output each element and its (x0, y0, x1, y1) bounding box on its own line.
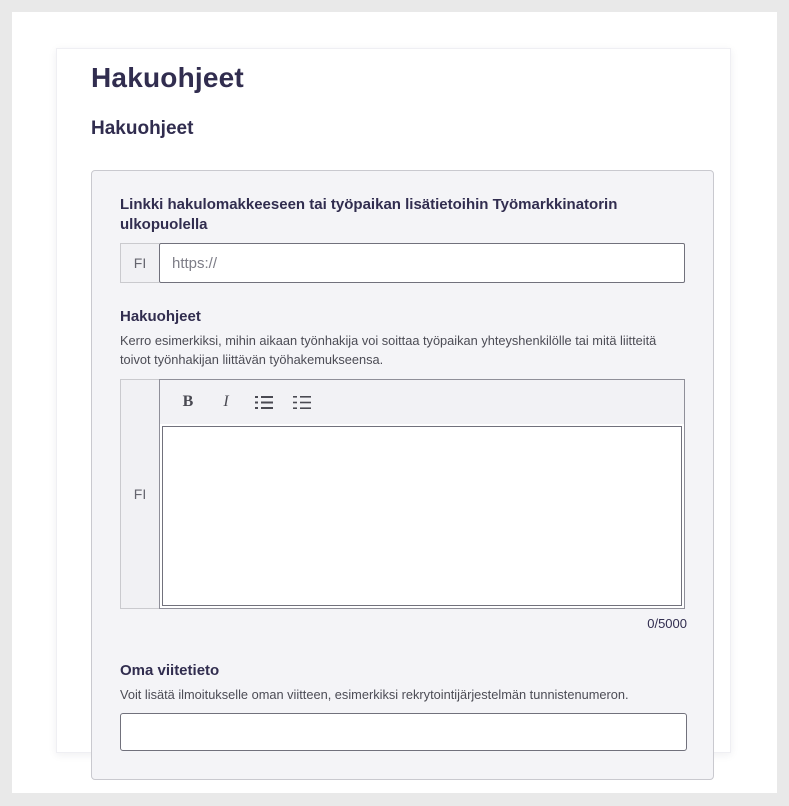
reference-field-group (120, 661, 685, 751)
instructions-field-group (120, 307, 685, 631)
link-field-label: Linkki hakulomakkeeseen tai työpaikan lisätietoihin Työmarkkinatorin ulkopuolella (120, 196, 618, 233)
content-card (56, 48, 731, 753)
reference-input[interactable] (120, 713, 687, 751)
link-url-input[interactable] (159, 243, 685, 283)
link-input-row (120, 243, 685, 283)
instructions-textarea[interactable] (162, 426, 682, 606)
section-title: Hakuohjeet (91, 118, 194, 139)
ordered-list-icon[interactable] (252, 389, 276, 415)
rich-text-editor (159, 379, 685, 609)
italic-icon[interactable]: I (214, 389, 238, 415)
editor-toolbar (160, 380, 684, 424)
link-field-group (120, 195, 685, 283)
page-title: Hakuohjeet (91, 62, 244, 93)
page-card (12, 12, 777, 793)
instructions-editor-row (120, 379, 685, 609)
instructions-language-tag: FI (120, 379, 159, 609)
instructions-field-description: Kerro esimerkiksi, mihin aikaan työnhakija voi soittaa työpaikan yhteyshenkilölle tai mitä liitteitä toivot työnhakijan liittävän työhakemukseensa. (120, 332, 657, 368)
form-panel (91, 170, 714, 780)
reference-field-description: Voit lisätä ilmoitukselle oman viitteen, esimerkiksi rekrytointijärjestelmän tunnistenumeron. (120, 686, 629, 702)
bullet-list-icon[interactable] (290, 389, 314, 415)
reference-field-label: Oma viitetieto (120, 662, 220, 680)
character-counter: 0/5000 (647, 616, 687, 632)
bold-icon[interactable]: B (176, 389, 200, 415)
instructions-field-label: Hakuohjeet (120, 308, 201, 325)
link-language-tag: FI (120, 243, 159, 283)
